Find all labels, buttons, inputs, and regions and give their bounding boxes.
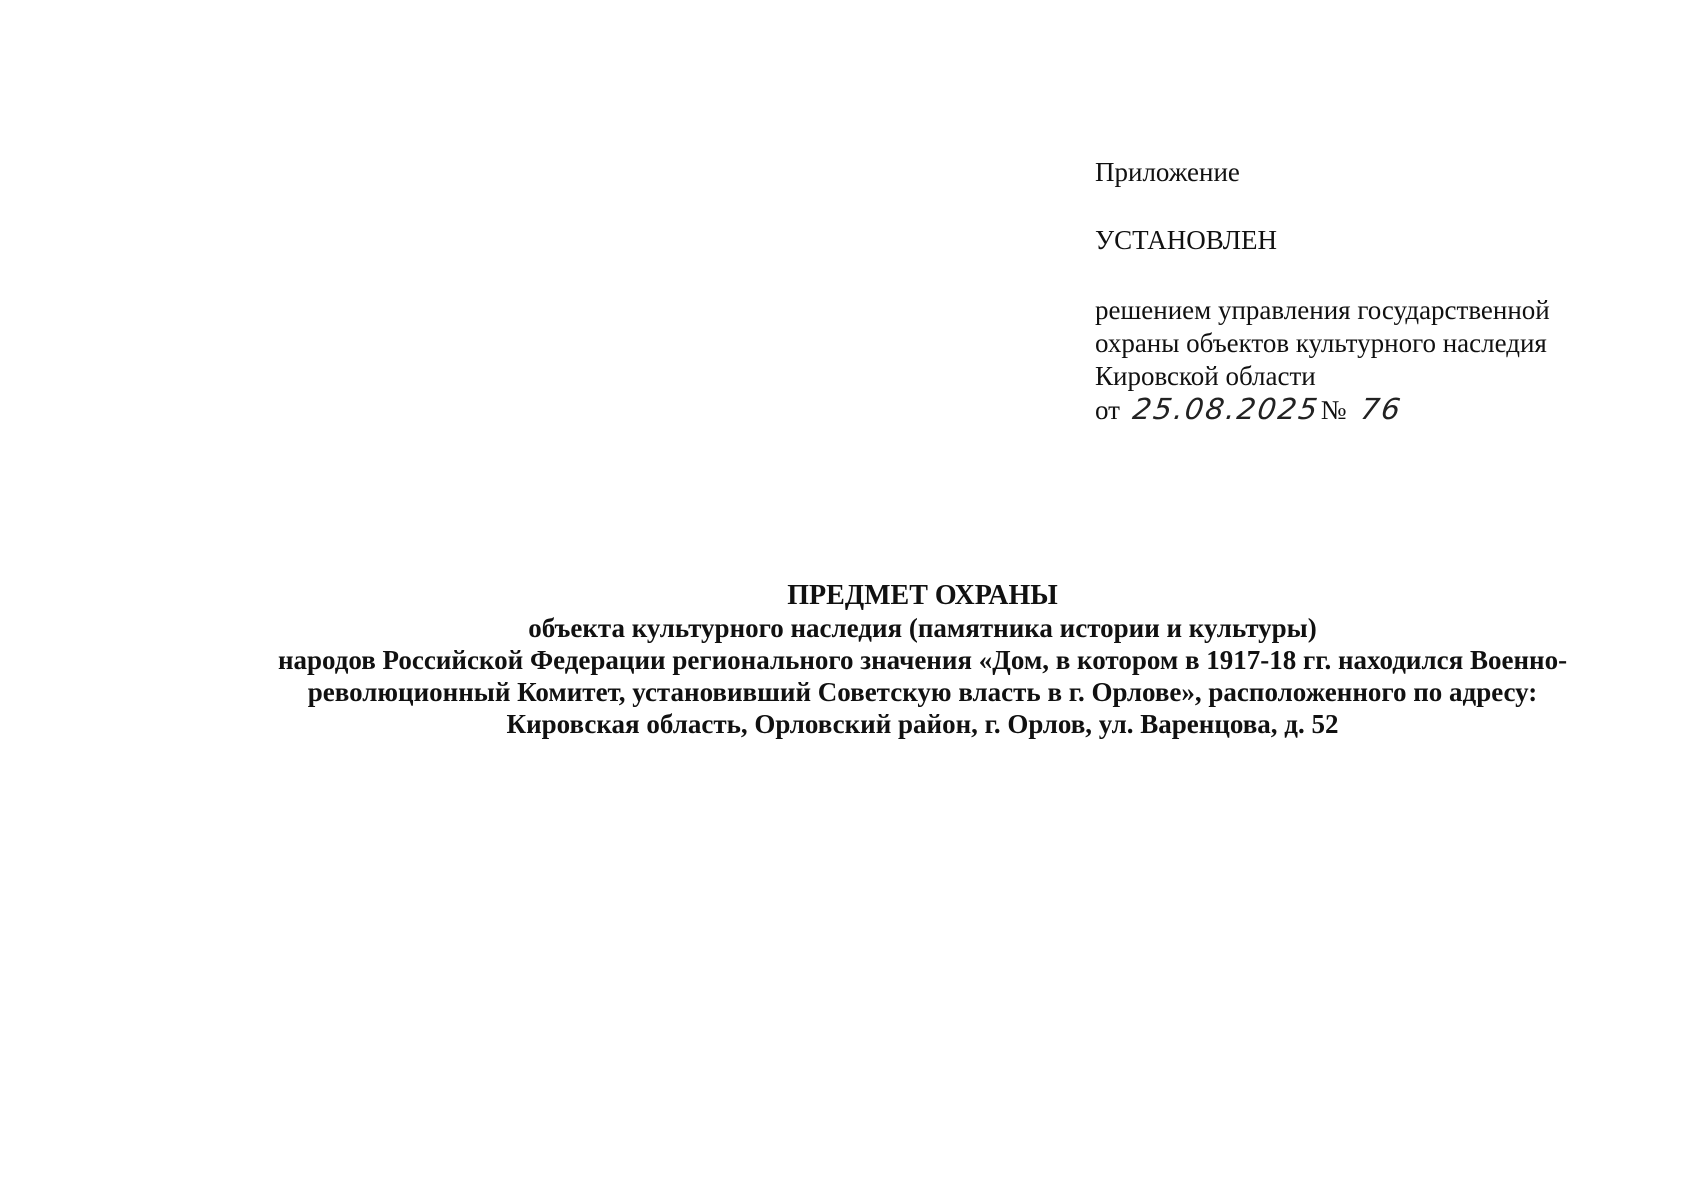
heading-line: объекта культурного наследия (памятника истории и культуры): [528, 613, 1317, 643]
handwritten-date: 25.08.2025: [1130, 392, 1322, 426]
appendix-label: Приложение: [1095, 157, 1240, 187]
date-prefix: от: [1095, 395, 1120, 425]
date-number-row: [1095, 392, 1405, 427]
heading-line: революционный Комитет, установивший Советскую власть в г. Орлове», расположенного по адресу:: [307, 677, 1538, 707]
decision-line: Кировской области: [1095, 361, 1316, 391]
decision-line: решением управления государственной: [1095, 295, 1550, 325]
handwritten-number: 76: [1358, 392, 1405, 426]
established-label: УСТАНОВЛЕН: [1095, 225, 1278, 255]
document-title: ПРЕДМЕТ ОХРАНЫ: [787, 580, 1058, 611]
number-sign: №: [1320, 395, 1347, 425]
document-heading: [160, 580, 1685, 740]
decision-text: [1095, 294, 1550, 393]
decision-line: охраны объектов культурного наследия: [1095, 328, 1547, 358]
heading-line: народов Российской Федерации регионального значения «Дом, в котором в 1917-18 гг. находился Военно-: [277, 645, 1568, 675]
heading-line: Кировская область, Орловский район, г. Орлов, ул. Варенцова, д. 52: [506, 709, 1339, 739]
